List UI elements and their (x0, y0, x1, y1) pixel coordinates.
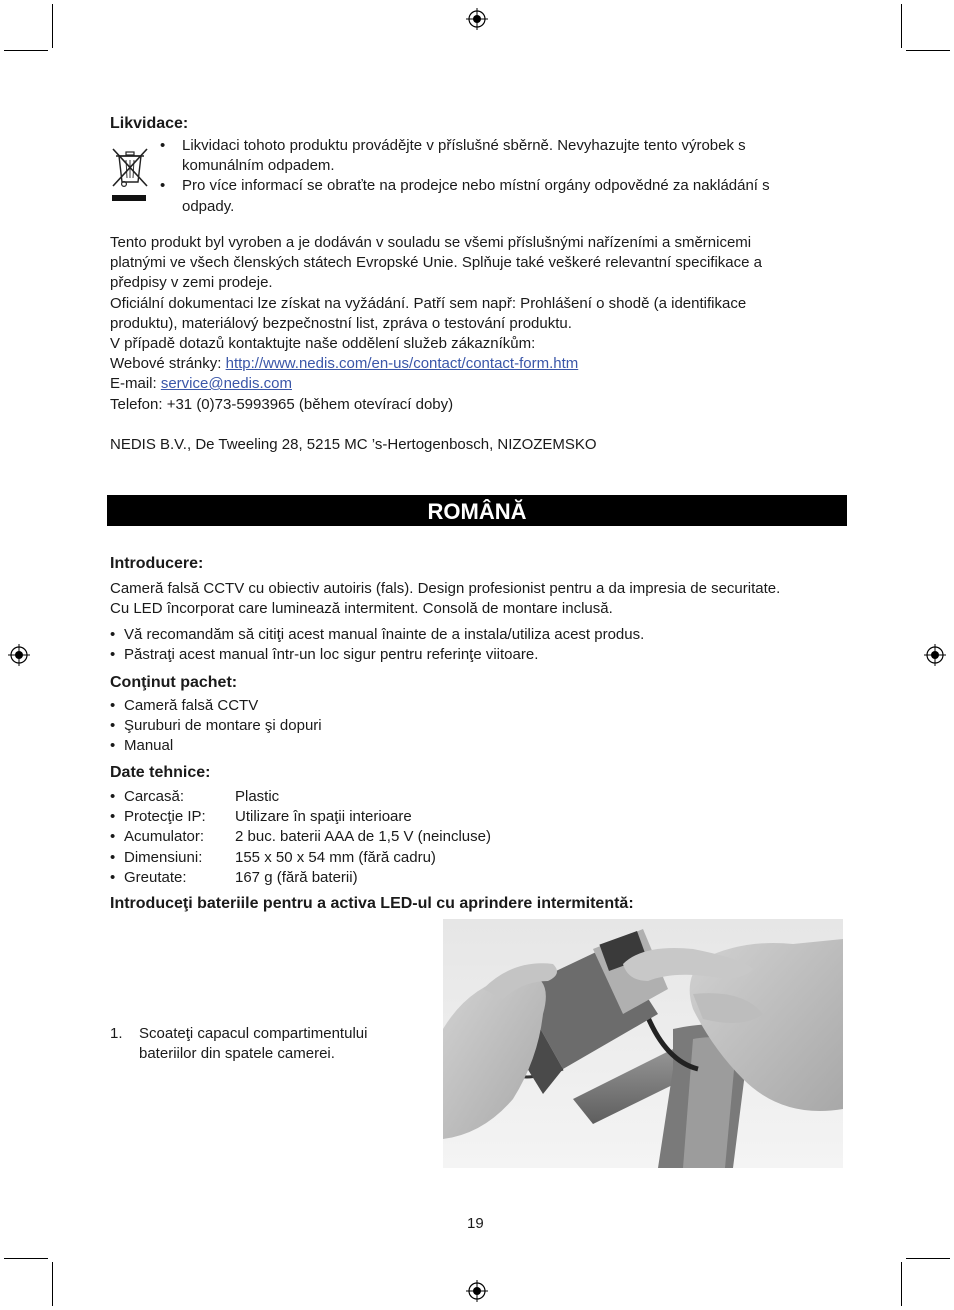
package-item: Manual (124, 737, 174, 754)
compliance-text-line: produktu), materiálový bezpečnostní list, zpráva o testování produktu. (110, 315, 572, 332)
registration-mark-icon (466, 8, 488, 30)
compliance-text-line: platnými ve všech členských státech Evropské Unie. Splňuje také veškeré relevantní specifikace a (110, 254, 762, 271)
bullet-marker: • (110, 869, 116, 886)
bullet-marker: • (110, 717, 116, 734)
spec-label: Greutate: (124, 869, 187, 886)
crop-mark (4, 50, 48, 51)
compliance-text-line: Tento produkt byl vyroben a je dodáván v souladu se všemi příslušnými nařízeními a směrnicemi (110, 234, 752, 251)
disposal-bullet-line: odpady. (182, 198, 235, 215)
intro-heading: Introducere: (110, 555, 204, 572)
package-item: Şuruburi de montare şi dopuri (124, 717, 322, 734)
package-contents-heading: Conţinut pachet: (110, 674, 238, 691)
crop-mark (901, 1262, 902, 1306)
registration-mark-icon (466, 1280, 488, 1302)
intro-text-line: Cameră falsă CCTV cu obiectiv autoiris (fals). Design profesionist pentru a da impresia de securitate. (110, 580, 781, 597)
bullet-marker: • (160, 177, 166, 194)
tech-specs-heading: Date tehnice: (110, 764, 211, 781)
language-banner: ROMÂNĂ (107, 495, 847, 526)
disposal-heading: Likvidace: (110, 115, 189, 132)
step-text-line: Scoateţi capacul compartimentului (139, 1025, 368, 1042)
email-line (110, 374, 292, 394)
spec-label: Protecţie IP: (124, 808, 206, 825)
bullet-marker: • (110, 788, 116, 805)
page-number: 19 (467, 1215, 484, 1232)
disposal-bullet-line: Pro více informací se obraťte na prodejce nebo místní orgány odpovědné za nakládání s (182, 177, 770, 194)
bullet-marker: • (110, 697, 116, 714)
spec-label: Acumulator: (124, 828, 205, 845)
registration-mark-icon (8, 644, 30, 666)
website-label: Webové stránky: (110, 355, 226, 372)
camera-battery-photo (443, 919, 843, 1168)
bullet-marker: • (110, 849, 116, 866)
bullet-marker: • (110, 646, 116, 663)
intro-text-line: Cu LED încorporat care luminează intermitent. Consolă de montare inclusă. (110, 600, 613, 617)
compliance-text-line: Oficiální dokumentaci lze získat na vyžádání. Patří sem např: Prohlášení o shodě (a identifikace (110, 295, 747, 312)
bullet-marker: • (110, 808, 116, 825)
package-item: Cameră falsă CCTV (124, 697, 259, 714)
registration-mark-icon (924, 644, 946, 666)
email-link[interactable]: service@nedis.com (160, 375, 292, 392)
crop-mark (52, 4, 53, 48)
spec-value: Plastic (235, 788, 280, 805)
compliance-text-line: V případě dotazů kontaktujte naše oddělení služeb zákazníkům: (110, 335, 536, 352)
bullet-marker: • (110, 737, 116, 754)
spec-value: 167 g (fără baterii) (235, 869, 358, 886)
bullet-marker: • (110, 626, 116, 643)
spec-value: 2 buc. baterii AAA de 1,5 V (neincluse) (235, 828, 491, 845)
bullet-marker: • (160, 137, 166, 154)
disposal-bullet-line: Likvidaci tohoto produktu provádějte v příslušné sběrně. Nevyhazujte tento výrobek s (182, 137, 746, 154)
website-link[interactable]: http://www.nedis.com/en-us/contact/contact-form.htm (225, 355, 579, 372)
crossed-out-wheelie-bin-icon (110, 146, 150, 204)
crop-mark (901, 4, 902, 48)
email-label: E-mail: (110, 375, 161, 392)
step-text-line: bateriilor din spatele camerei. (139, 1045, 335, 1062)
intro-bullet: Vă recomandăm să citiţi acest manual înainte de a instala/utiliza acest produs. (124, 626, 645, 643)
disposal-bullet-line: komunálním odpadem. (182, 157, 335, 174)
intro-bullet: Păstraţi acest manual într-un loc sigur pentru referinţe viitoare. (124, 646, 539, 663)
compliance-text-line: předpisy v zemi prodeje. (110, 274, 273, 291)
bullet-marker: • (110, 828, 116, 845)
website-line (110, 354, 578, 374)
phone-line: Telefon: +31 (0)73-5993965 (během otevírací doby) (110, 396, 454, 413)
company-address: NEDIS B.V., De Tweeling 28, 5215 MC ’s-Hertogenbosch, NIZOZEMSKO (110, 436, 597, 453)
spec-label: Dimensiuni: (124, 849, 203, 866)
crop-mark (52, 1262, 53, 1306)
spec-value: 155 x 50 x 54 mm (fără cadru) (235, 849, 436, 866)
spec-label: Carcasă: (124, 788, 185, 805)
crop-mark (906, 1258, 950, 1259)
spec-value: Utilizare în spaţii interioare (235, 808, 412, 825)
step-number: 1. (110, 1025, 123, 1042)
crop-mark (4, 1258, 48, 1259)
battery-heading: Introduceţi bateriile pentru a activa LED-ul cu aprindere intermitentă: (110, 895, 634, 912)
crop-mark (906, 50, 950, 51)
